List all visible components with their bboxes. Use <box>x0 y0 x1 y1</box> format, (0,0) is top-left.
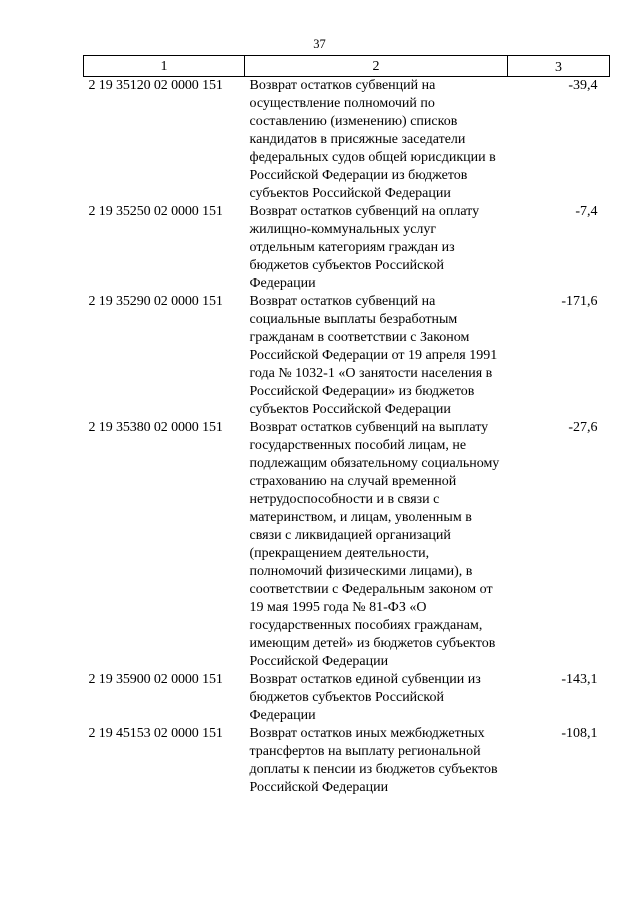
budget-amount: -27,6 <box>568 420 598 435</box>
table-row <box>84 419 610 671</box>
budget-code: 2 19 35380 02 0000 151 <box>88 420 223 435</box>
budget-code: 2 19 35250 02 0000 151 <box>88 204 223 219</box>
budget-code: 2 19 35120 02 0000 151 <box>88 78 223 93</box>
budget-amount: -7,4 <box>575 204 598 219</box>
budget-description: Возврат остатков субвенций на осуществление полномочий по составлению (изменению) списков кандидатов в присяжные заседатели федеральных судов общей юрисдикции в Российской Федерации из бюджетов субъектов Российской Федерации <box>249 78 496 201</box>
budget-description: Возврат остатков субвенций на выплату государственных пособий лицам, не подлежащим обязательному социальному страхованию на случай временной нетрудоспособности и в связи с материнством, и лицам, уволенным в связи с ликвидацией организаций (прекращением деятельности, полномочий физическими лицами), в соответствии с Федеральным законом от 19 мая 1995 года № 81-ФЗ «О государственных пособиях гражданам, имеющим детей» из бюджетов субъектов Российской Федерации <box>249 420 500 669</box>
column-header-2: 2 <box>245 56 508 77</box>
table-row <box>84 671 610 725</box>
table-header-row <box>84 56 610 77</box>
table-row <box>84 725 610 797</box>
budget-description: Возврат остатков субвенций на оплату жилищно-коммунальных услуг отдельным категориям граждан из бюджетов субъектов Российской Федерации <box>249 204 480 291</box>
table-row <box>84 293 610 419</box>
column-header-3: 3 <box>508 56 610 77</box>
budget-description: Возврат остатков субвенций на социальные выплаты безработным гражданам в соответствии с Законом Российской Федерации от 19 апреля 1991 года № 1032-1 «О занятости населения в Российской Федерации» из бюджетов субъектов Российской Федерации <box>249 294 498 417</box>
budget-table <box>83 55 610 797</box>
budget-description: Возврат остатков иных межбюджетных трансфертов на выплату региональной доплаты к пенсии из бюджетов субъектов Российской Федерации <box>249 726 498 795</box>
column-header-1: 1 <box>84 56 245 77</box>
budget-amount: -143,1 <box>561 672 598 687</box>
table-row <box>84 77 610 204</box>
budget-description: Возврат остатков единой субвенции из бюджетов субъектов Российской Федерации <box>249 672 481 723</box>
budget-amount: -171,6 <box>561 294 598 309</box>
budget-amount: -108,1 <box>561 726 598 741</box>
page-number: 37 <box>313 37 326 51</box>
table-row <box>84 203 610 293</box>
budget-code: 2 19 35900 02 0000 151 <box>88 672 223 687</box>
budget-code: 2 19 45153 02 0000 151 <box>88 726 223 741</box>
budget-code: 2 19 35290 02 0000 151 <box>88 294 223 309</box>
budget-amount: -39,4 <box>568 78 598 93</box>
